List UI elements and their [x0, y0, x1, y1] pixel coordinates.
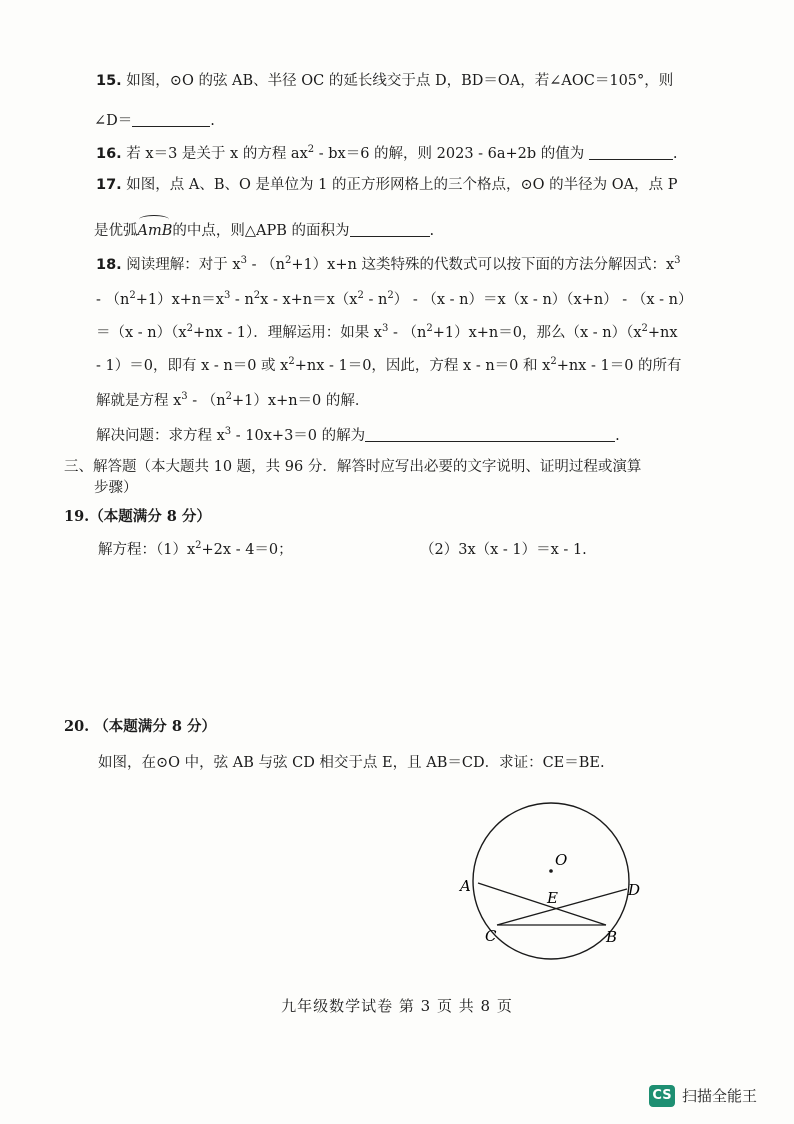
center-point	[549, 869, 553, 873]
q17-line2: 是优弧 AmB的中点，则△APB 的面积为 .	[94, 220, 434, 241]
chord-ab	[478, 883, 606, 925]
q19-part1: 解方程：$(1)x^2+2x - 4=0$；	[98, 540, 293, 558]
q15-line2: ∠D＝ .	[94, 110, 215, 131]
camscanner-label: 扫描全能王	[682, 1087, 758, 1105]
chord-cd	[497, 889, 627, 925]
label-o: O	[555, 851, 568, 869]
label-d: D	[628, 881, 641, 899]
q18-line3: $=(x - n)(x^2+nx - 1)$．理解运用：如果 $x^3 - (n^2+1)x+n=0$，那么$(x - n)(x^2+nx$	[96, 323, 678, 341]
q15-line1: 15. 如图，⊙O 的弦 AB、半径 OC 的延长线交于点 D，BD＝OA，若∠AOC＝105°，则	[96, 73, 674, 89]
section-3-heading-cont: 步骤）	[94, 480, 138, 496]
camscanner-logo-icon: CS	[649, 1085, 675, 1107]
arc-mark	[139, 215, 169, 224]
q18-line2: - $(n^2+1)x+n=x^3 - n^2x - x+n=x(x^2 - n^2) - (x - n)=x(x - n)(x+n) - (x - n)$	[96, 290, 693, 308]
q17-line1: 17. 如图，点 A、B、O 是单位为 1 的正方形网格上的三个格点，⊙O 的半径为 OA，点 P	[96, 177, 678, 193]
q18-line1: 18. 阅读理解：对于 $x^3 - (n^2+1)x+n$ 这类特殊的代数式可以按下面的方法分解因式：$x^3$	[96, 255, 681, 273]
q17-answer-blank[interactable]	[350, 220, 430, 237]
q18-line4: - 1）＝0，即有 x - n＝0 或 $x^2+nx - 1=0$，因此，方程 x - n＝0 和 $x^2+nx - 1=0$ 的所有	[96, 356, 682, 374]
q16-line: 16. 若 x＝3 是关于 x 的方程 $ax^2 - bx=6$ 的解，则 2023 - 6a+2b 的值为 .	[96, 144, 678, 162]
label-e: E	[547, 889, 558, 907]
q19-title: 19.（本题满分 8 分）	[64, 508, 211, 525]
q19-part2: （2）3x（x - 1）＝x - 1.	[420, 542, 587, 558]
section-3-heading: 三、解答题（本大题共 10 题，共 96 分．解答时应写出必要的文字说明、证明过程或演算	[64, 459, 642, 475]
arc-amb: AmB	[138, 223, 173, 239]
label-b: B	[606, 928, 618, 946]
q15-answer-blank[interactable]	[132, 110, 210, 127]
q20-circle-figure	[440, 795, 660, 975]
page-footer: 九年级数学试卷 第 3 页 共 8 页	[281, 997, 513, 1015]
q18-line5: 解就是方程 $x^3 - (n^2+1)x+n=0$ 的解．	[96, 391, 370, 409]
q20-text: 如图，在⊙O 中，弦 AB 与弦 CD 相交于点 E，且 AB＝CD．求证：CE＝BE.	[98, 755, 605, 771]
q18-line6: 解决问题：求方程 $x^3 - 10x+3=0$ 的解为 .	[96, 426, 620, 444]
q16-answer-blank[interactable]	[589, 143, 673, 160]
q18-answer-blank[interactable]	[365, 425, 615, 442]
label-c: C	[485, 927, 497, 945]
q20-title: 20. （本题满分 8 分）	[64, 718, 216, 735]
label-a: A	[460, 877, 471, 895]
